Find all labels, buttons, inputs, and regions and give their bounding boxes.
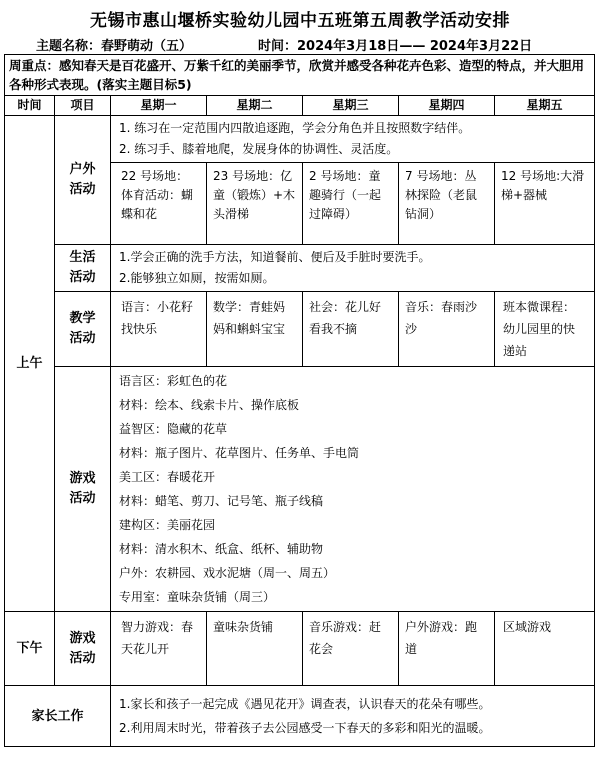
pm-fri: 区域游戏 [495,612,595,686]
header-time: 时间 [5,96,55,116]
pm-wed: 音乐游戏：赶花会 [303,612,399,686]
outdoor-mon: 22 号场地：体育活动：蝴蝶和花 [111,163,207,245]
teaching-thu: 音乐：春雨沙沙 [399,292,495,367]
games-item-2: 材料：绘本、线索卡片、操作底板 [119,398,300,412]
outdoor-wed: 2 号场地：童趣骑行（一起过障碍） [303,163,399,245]
theme-name: 主题名称：春野萌动（五） [36,39,193,54]
life-items [111,245,595,292]
life-item-1: 1.学会正确的洗手方法，知道餐前、便后及手脏时要洗手。 [119,250,431,264]
header-wed: 星期三 [303,96,399,116]
pm-mon: 智力游戏：春天花儿开 [111,612,207,686]
afternoon-row [5,612,595,686]
pm-games-label: 游戏活动 [55,612,111,686]
teaching-tue: 数学：青蛙妈妈和蝌蚪宝宝 [207,292,303,367]
header-item: 项目 [55,96,111,116]
games-item-5: 美工区：春暖花开 [119,470,216,484]
parents-label: 家长工作 [5,686,111,747]
page-title: 无锡市惠山堰桥实验幼儿园中五班第五周教学活动安排 [90,11,510,31]
games-item-8: 材料：清水积木、纸盒、纸杯、辅助物 [119,542,324,556]
outdoor-thu: 7 号场地：丛林探险（老鼠钻洞） [399,163,495,245]
outdoor-goal-2: 2. 练习手、膝着地爬，发展身体的协调性、灵活度。 [119,142,399,156]
parents-row [5,686,595,747]
teaching-wed: 社会：花儿好看我不摘 [303,292,399,367]
parents-items [111,686,595,747]
afternoon-label: 下午 [5,612,55,686]
outdoor-fri: 12 号场地:大滑梯+器械 [495,163,595,245]
teaching-label: 教学活动 [55,292,111,367]
games-item-9: 户外：农耕园、戏水泥塘（周一、周五） [119,566,336,580]
life-label: 生活活动 [55,245,111,292]
life-item-2: 2.能够独立如厕，按需如厕。 [119,271,275,285]
games-item-10: 专用室：童味杂货铺（周三） [119,590,276,604]
morning-label: 上午 [5,116,55,612]
header-thu: 星期四 [399,96,495,116]
weekly-focus: 周重点：感知春天是百花盛开、万紫千红的美丽季节，欣赏并感受各种花卉色彩、造型的特点，并大胆用各种形式表现。(落实主题目标5) [5,55,595,96]
outdoor-tue: 23 号场地：亿童（锻炼）+木头滑梯 [207,163,303,245]
outdoor-goals [111,116,595,163]
games-item-6: 材料：蜡笔、剪刀、记号笔、瓶子线稿 [119,494,324,508]
header-fri: 星期五 [495,96,595,116]
games-label: 游戏活动 [55,367,111,612]
teaching-row [5,292,595,367]
header-mon: 星期一 [111,96,207,116]
parents-item-1: 1.家长和孩子一起完成《遇见花开》调查表，认识春天的花朵有哪些。 [119,697,491,711]
outdoor-goal-1: 1. 练习在一定范围内四散追逐跑，学会分角色并且按照数字结伴。 [119,121,471,135]
schedule-table [4,54,595,747]
games-item-3: 益智区：隐藏的花草 [119,422,228,436]
date-range: 时间：2024年3月18日—— 2024年3月22日 [258,39,533,54]
outdoor-label: 户外活动 [55,116,111,245]
header-tue: 星期二 [207,96,303,116]
teaching-fri: 班本微课程：幼儿园里的快递站 [495,292,595,367]
parents-item-2: 2.利用周末时光，带着孩子去公园感受一下春天的多彩和阳光的温暖。 [119,721,491,735]
games-item-7: 建构区：美丽花园 [119,518,216,532]
teaching-mon: 语言：小花籽找快乐 [111,292,207,367]
header-row [5,96,595,116]
games-item-4: 材料：瓶子图片、花草图片、任务单、手电筒 [119,446,360,460]
games-item-1: 语言区：彩虹色的花 [119,374,228,388]
pm-tue: 童味杂货铺 [207,612,303,686]
games-items [111,367,595,612]
pm-thu: 户外游戏：跑道 [399,612,495,686]
